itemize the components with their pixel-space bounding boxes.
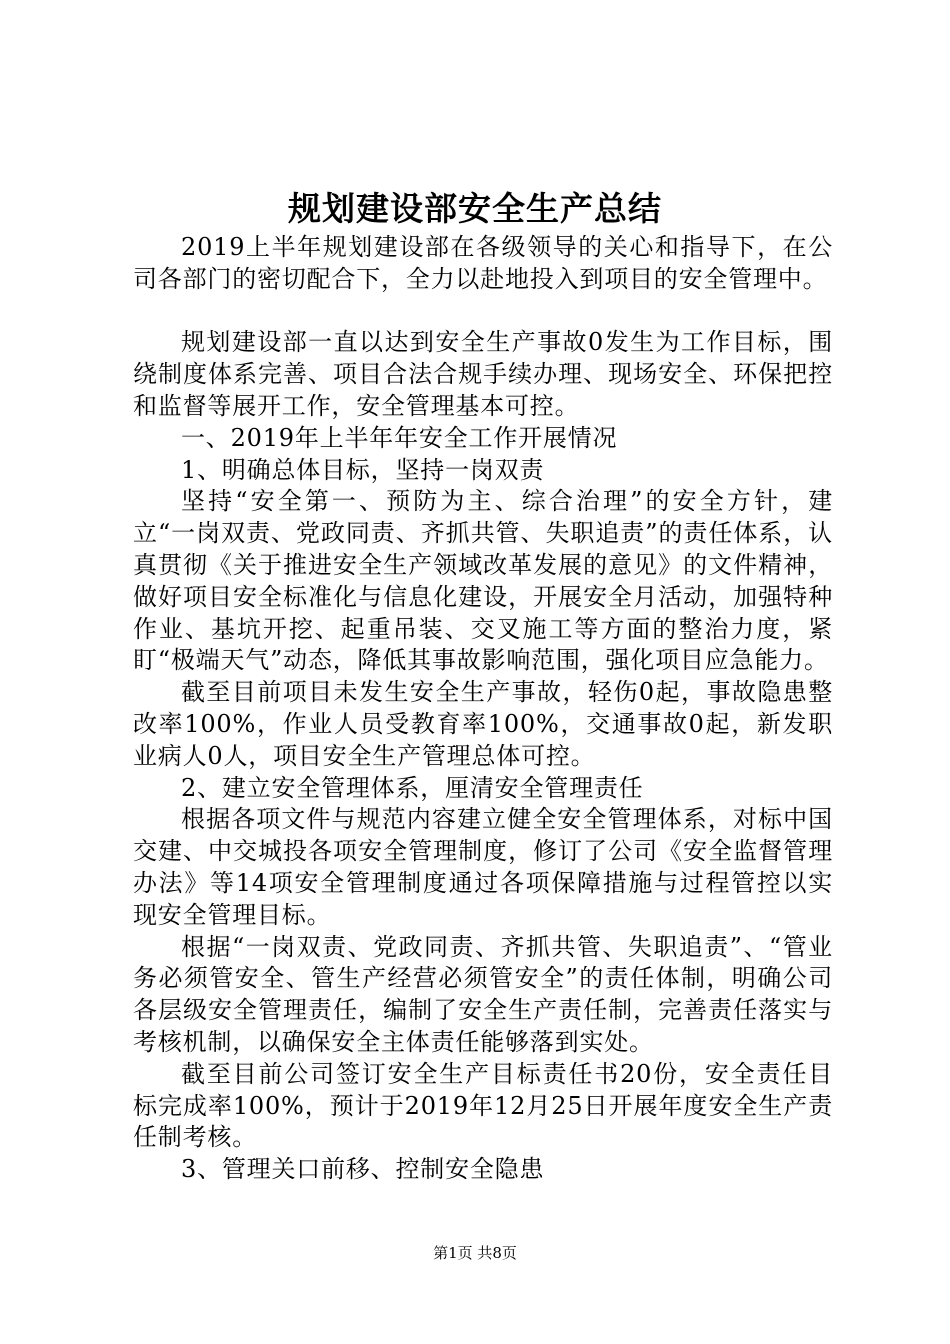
paragraph-intro: 2019上半年规划建设部在各级领导的关心和指导下，在公司各部门的密切配合下，全力以赴地投入到项目的安全管理中。 [133, 233, 833, 293]
page-number: 第1页 共8页 [433, 1244, 517, 1262]
document-body [133, 232, 833, 1186]
subsection-heading-2: 2、建立安全管理体系，厘清安全管理责任 [181, 773, 644, 802]
paragraph-responsibility: 根据“一岗双责、党政同责、齐抓共管、失职追责”、“管业务必须管安全、管生产经营必须管安全”的责任体制，明确公司各层级安全管理责任，编制了安全生产责任制，完善责任落实与考核机制，以确保安全主体责任能够落到实处。 [133, 932, 833, 1056]
subsection-heading-3: 3、管理关口前移、控制安全隐患 [181, 1155, 545, 1184]
paragraph-policy: 坚持“安全第一、预防为主、综合治理”的安全方针，建立“一岗双责、党政同责、齐抓共管、失职追责”的责任体系，认真贯彻《关于推进安全生产领域改革发展的意见》的文件精神，做好项目安全标准化与信息化建设，开展安全月活动，加强特种作业、基坑开挖、起重吊装、交叉施工等方面的整治力度，紧盯“极端天气”动态，降低其事故影响范围，强化项目应急能力。 [133, 487, 833, 675]
paragraph-stats-1: 截至目前项目未发生安全生产事故，轻伤0起，事故隐患整改率100%，作业人员受教育率100%，交通事故0起，新发职业病人0人，项目安全生产管理总体可控。 [133, 678, 833, 770]
section-heading-1: 一、2019年上半年年安全工作开展情况 [181, 423, 618, 452]
document-title: 规划建设部安全生产总结 [288, 189, 662, 228]
paragraph-stats-2: 截至目前公司签订安全生产目标责任书20份，安全责任目标完成率100%，预计于2019年12月25日开展年度安全生产责任制考核。 [133, 1059, 833, 1152]
paragraph-goal: 规划建设部一直以达到安全生产事故0发生为工作目标，围绕制度体系完善、项目合法合规手续办理、现场安全、环保把控和监督等展开工作，安全管理基本可控。 [133, 328, 833, 420]
subsection-heading-1: 1、明确总体目标，坚持一岗双责 [181, 455, 545, 484]
paragraph-system: 根据各项文件与规范内容建立健全安全管理体系，对标中国交建、中交城投各项安全管理制度，修订了公司《安全监督管理办法》等14项安全管理制度通过各项保障措施与过程管控以实现安全管理目标。 [133, 805, 833, 929]
